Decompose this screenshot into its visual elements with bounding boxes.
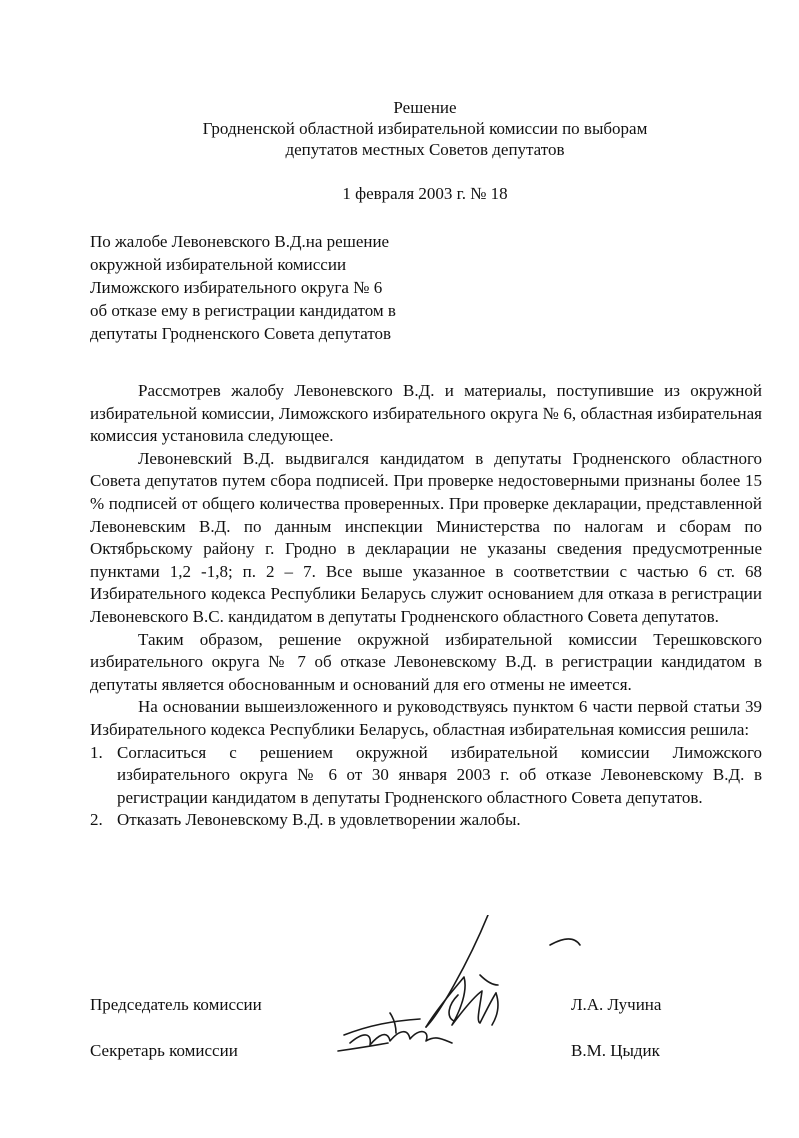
body-paragraph: Таким образом, решение окружной избирательной комиссии Терешковского избирательного округа № 7 об отказе Левоневскому В.Д. в регистрации кандидатом в депутаты является обоснованным и оснований для его отмены не имеется. [90,629,762,694]
issuing-body-line-1: Гродненской областной избирательной комиссии по выборам [202,119,648,138]
signature-stroke [426,977,496,1027]
decision-item [90,809,762,832]
signature-stroke [426,915,490,1027]
decision-list [90,742,762,832]
signature-stroke [344,1019,420,1035]
subject-block [90,230,470,345]
subject-line: депутаты Гродненского Совета депутатов [90,324,392,343]
signature-stroke [350,1032,452,1045]
subject-line: Лиможского избирательного округа № 6 [90,278,383,297]
secretary-role: Секретарь комиссии [90,1041,238,1060]
secretary-name: В.М. Цыдик [571,1041,660,1060]
decision-number: 1. [90,742,103,762]
decision-text: Согласиться с решением окружной избирательной комиссии Лиможского избирательного округа № 6 от 30 января 2003 г. об отказе Левоневскому В.Д. в регистрации кандидатом в депутаты Гродненского областного Совета депутатов. [117,742,762,807]
document-heading [90,97,760,204]
signature-stroke [338,1043,388,1051]
date-and-number: 1 февраля 2003 г. № 18 [342,184,508,203]
document-body [90,380,762,832]
signature-stroke [550,939,580,945]
decision-number: 2. [90,810,103,830]
decision-text: Отказать Левоневскому В.Д. в удовлетворении жалобы. [117,810,521,830]
decision-item [90,742,762,810]
issuing-body-line-2: депутатов местных Советов депутатов [285,140,565,159]
handwritten-signatures [330,915,590,1065]
chairman-role: Председатель комиссии [90,995,262,1014]
body-paragraph: На основании вышеизложенного и руководствуясь пунктом 6 части первой статьи 39 Избирательного кодекса Республики Беларусь, областная избирательная комиссия решила: [90,697,762,739]
chairman-name: Л.А. Лучина [571,995,662,1014]
subject-line: По жалобе Левоневского В.Д.на решение [90,232,390,251]
body-paragraph: Рассмотрев жалобу Левоневского В.Д. и материалы, поступившие из окружной избирательной комиссии, Лиможского избирательного округа № 6, областная избирательная комиссия установила следующее. [90,381,762,446]
body-paragraph: Левоневский В.Д. выдвигался кандидатом в депутаты Гродненского областного Совета депутатов путем сбора подписей. При проверке недостоверными признаны более 15 % подписей от общего количества проверенных. При проверке декларации, представленной Левоневским В.Д. по данным инспекции Министерства по налогам и сборам по Октябрьскому району г. Гродно в декларации не указаны сведения предусмотренные пунктами 1,2 -1,8; п. 2 – 7. Все выше указанное в соответствии с частью 6 ст. 68 Избирательного кодекса Республики Беларусь служит основанием для отказа в регистрации Левоневского В.С. кандидатом в депутаты Гродненского областного Совета депутатов. [90,448,762,626]
subject-line: окружной избирательной комиссии [90,255,347,274]
subject-line: об отказе ему в регистрации кандидатом в [90,301,396,320]
signature-stroke [480,975,498,985]
document-title: Решение [393,98,457,117]
